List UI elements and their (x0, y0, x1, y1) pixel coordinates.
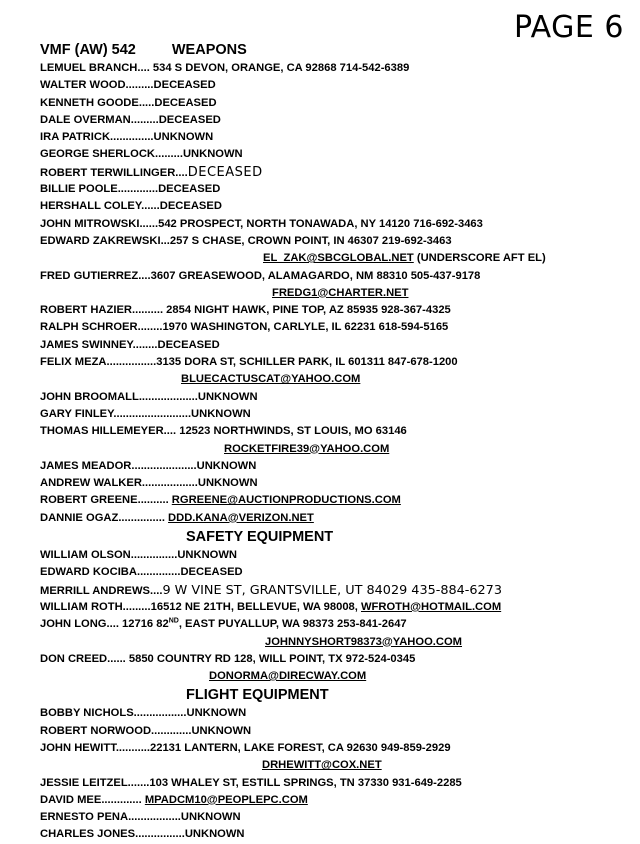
roster-entry: DALE OVERMAN.........DECEASED (40, 113, 221, 126)
member-name: ROBERT TERWILLINGER.... (40, 166, 188, 179)
roster-entry: ANDREW WALKER..................UNKNOWN (40, 477, 258, 490)
roster-entry (40, 792, 628, 809)
roster-entry: FELIX MEZA................3135 DORA ST, SCHILLER PARK, IL 601311 847-678-1200 (40, 356, 458, 369)
roster-entry: THOMAS HILLEMEYER.... 12523 NORTHWINDS, ST LOUIS, MO 63146 (40, 425, 407, 438)
email-link[interactable]: BLUECACTUSCAT@YAHOO.COM (181, 373, 361, 386)
roster-entry: GEORGE SHERLOCK.........UNKNOWN (40, 148, 243, 161)
email-line (40, 371, 628, 388)
email-link[interactable]: JOHNNYSHORT98373@YAHOO.COM (265, 635, 463, 648)
roster-entry: BILLIE POOLE.............DECEASED (40, 183, 221, 196)
email-line (40, 250, 628, 267)
roster-entry: JOHN MITROWSKI......542 PROSPECT, NORTH TONAWADA, NY 14120 716-692-3463 (40, 217, 483, 230)
member-name: MERRILL ANDREWS.... (40, 584, 163, 597)
email-link[interactable]: RGREENE@AUCTIONPRODUCTIONS.COM (171, 494, 401, 507)
email-line (40, 757, 628, 774)
roster-entry: JAMES MEADOR.....................UNKNOWN (40, 459, 257, 472)
email-line (40, 634, 628, 651)
roster-entry: WILLIAM OLSON...............UNKNOWN (40, 549, 238, 562)
email-link[interactable]: DDD.KANA@VERIZON.NET (168, 511, 314, 524)
member-name: DAVID MEE............. (40, 793, 145, 806)
section-heading-weapons: WEAPONS (171, 42, 247, 58)
roster-entry (40, 510, 628, 527)
roster-entry: IRA PATRICK..............UNKNOWN (40, 131, 214, 144)
email-line (40, 285, 628, 302)
email-link[interactable]: FREDG1@CHARTER.NET (272, 286, 409, 299)
member-name: WILLIAM ROTH.........16512 NE 21TH, BELLEVUE, WA 98008, (40, 600, 361, 613)
roster-entry: ROBERT HAZIER.......... 2854 NIGHT HAWK, PINE TOP, AZ 85935 928-367-4325 (40, 304, 451, 317)
roster-entry: JOHN LONG.... 12716 82ND, EAST PUYALLUP, WA 98373 253-841-2647 (40, 617, 407, 631)
roster-entry: JOHN BROOMALL...................UNKNOWN (40, 390, 258, 403)
email-link[interactable]: DRHEWITT@COX.NET (262, 759, 382, 772)
roster-entry: EDWARD ZAKREWSKI...257 S CHASE, CROWN POINT, IN 46307 219-692-3463 (40, 234, 452, 247)
roster-entry (40, 599, 628, 616)
roster-entry (40, 582, 628, 599)
roster-entry: CHARLES JONES................UNKNOWN (40, 828, 245, 841)
email-link[interactable]: WFROTH@HOTMAIL.COM (361, 600, 502, 613)
roster-entry: WALTER WOOD.........DECEASED (40, 79, 216, 92)
roster-entry: JESSIE LEITZEL.......103 WHALEY ST, ESTILL SPRINGS, TN 37330 931-649-2285 (40, 776, 462, 789)
page-number: PAGE 6 (514, 10, 624, 45)
email-note: (UNDERSCORE AFT EL) (413, 252, 546, 265)
section-heading-safety: SAFETY EQUIPMENT (186, 529, 334, 546)
email-link[interactable]: DONORMA@DIRECWAY.COM (209, 670, 367, 683)
email-line (40, 668, 628, 685)
roster-entry (40, 492, 628, 509)
email-link[interactable]: ROCKETFIRE39@YAHOO.COM (224, 442, 390, 455)
roster-body (40, 40, 628, 844)
email-link[interactable]: MPADCM10@PEOPLEPC.COM (144, 793, 308, 806)
roster-entry (40, 164, 628, 181)
roster-entry: DON CREED...... 5850 COUNTRY RD 128, WILL POINT, TX 972-524-0345 (40, 652, 416, 665)
roster-entry: LEMUEL BRANCH.... 534 S DEVON, ORANGE, CA 92868 714-542-6389 (40, 62, 410, 74)
member-address: 9 W VINE ST, GRANTSVILLE, UT 84029 435-884-6273 (162, 582, 502, 598)
section-heading-flight: FLIGHT EQUIPMENT (186, 687, 329, 704)
roster-entry: KENNETH GOODE.....DECEASED (40, 96, 217, 109)
roster-entry: EDWARD KOCIBA..............DECEASED (40, 566, 243, 579)
member-name: ROBERT GREENE.......... (40, 494, 172, 507)
member-status: DECEASED (187, 164, 263, 180)
roster-entry: ERNESTO PENA.................UNKNOWN (40, 811, 241, 824)
roster-entry: JOHN HEWITT...........22131 LANTERN, LAKE FOREST, CA 92630 949-859-2929 (40, 741, 451, 754)
roster-entry: RALPH SCHROER........1970 WASHINGTON, CARLYLE, IL 62231 618-594-5165 (40, 321, 449, 334)
roster-entry: JAMES SWINNEY........DECEASED (40, 338, 220, 351)
email-line (40, 441, 628, 458)
roster-entry: HERSHALL COLEY......DECEASED (40, 200, 222, 213)
roster-entry: GARY FINLEY.........................UNKNOWN (40, 407, 251, 420)
member-name: DANNIE OGAZ............... (40, 511, 169, 524)
page-title (40, 40, 628, 60)
email-link[interactable]: EL_ZAK@SBCGLOBAL.NET (263, 252, 414, 265)
roster-entry: ROBERT NORWOOD.............UNKNOWN (40, 724, 252, 737)
roster-entry: BOBBY NICHOLS.................UNKNOWN (40, 707, 247, 720)
unit-name: VMF (AW) 542 (40, 42, 136, 58)
roster-entry: FRED GUTIERREZ....3607 GREASEWOOD, ALAMAGARDO, NM 88310 505-437-9178 (40, 269, 481, 282)
